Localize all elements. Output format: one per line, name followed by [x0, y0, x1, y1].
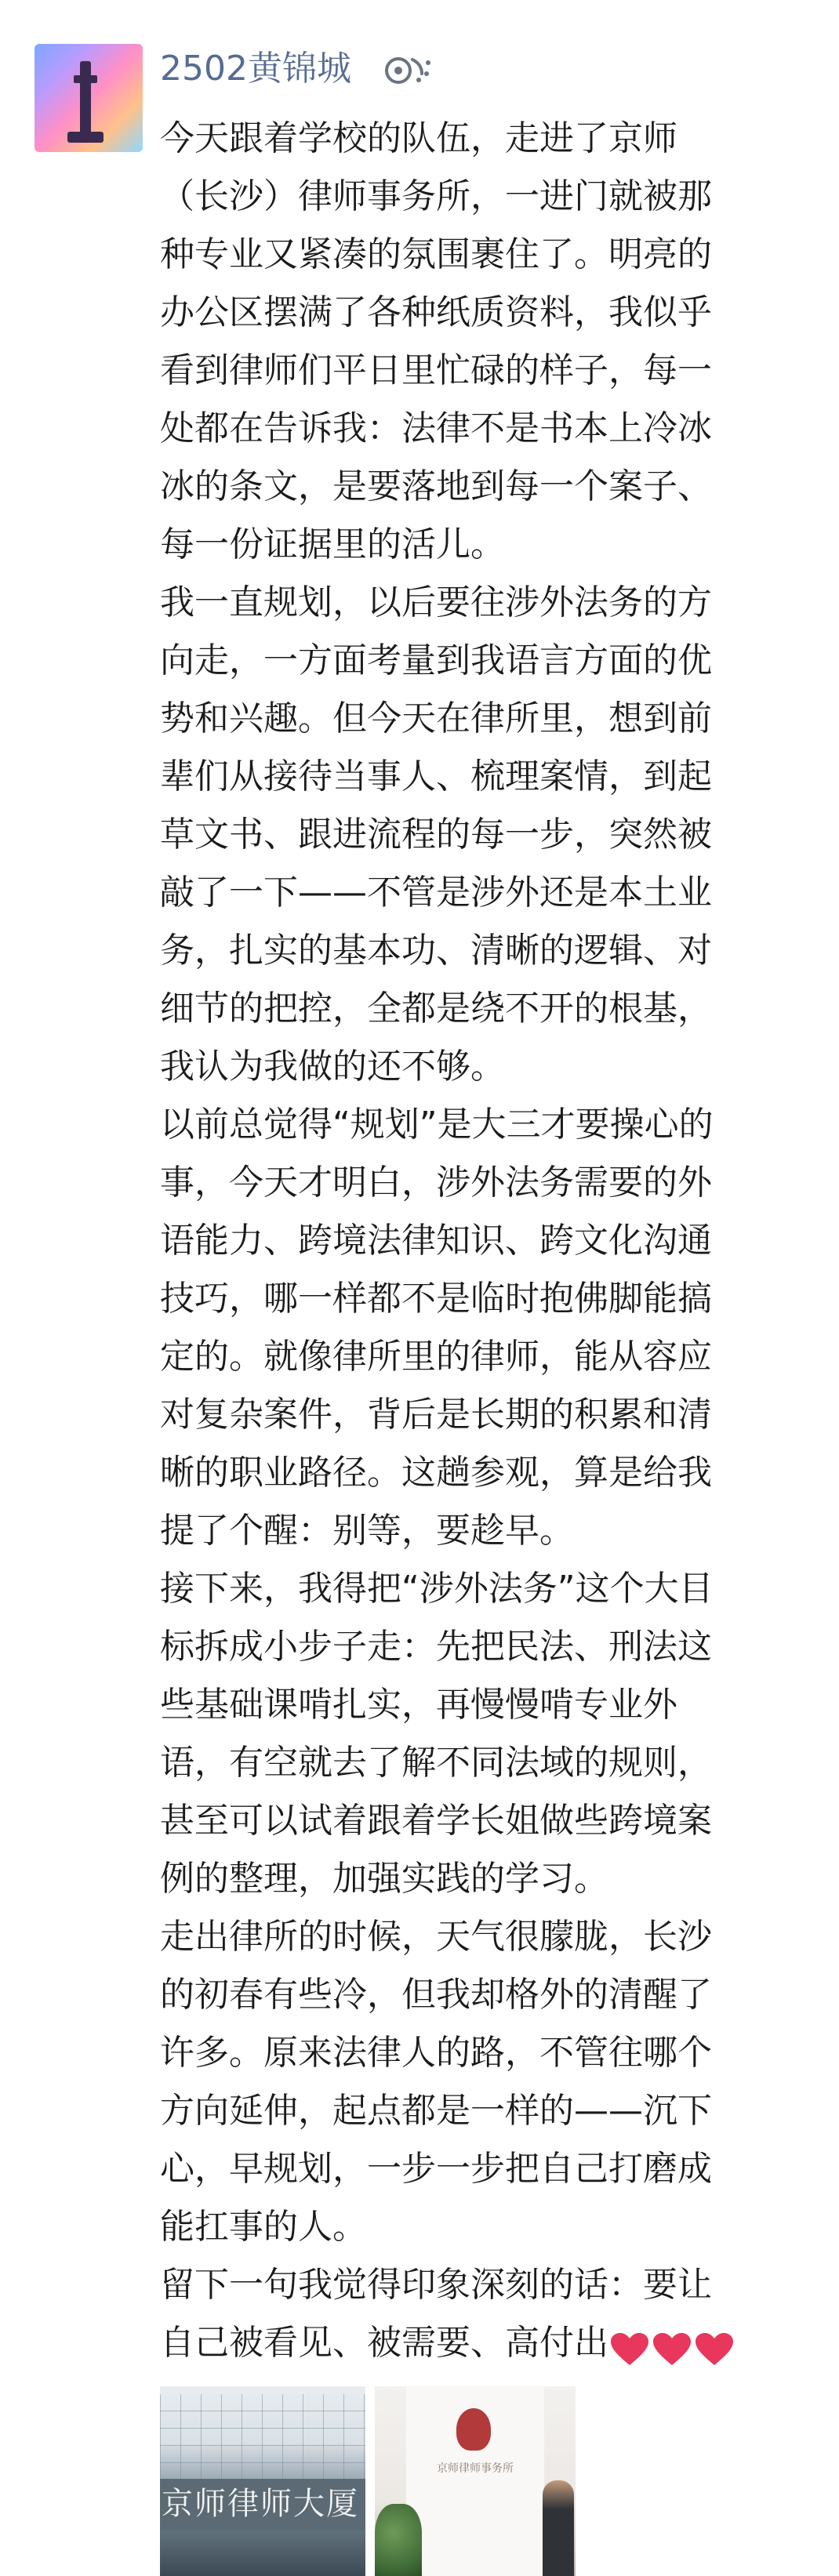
post-text-line: 看到律师们平日里忙碌的样子，每一	[160, 350, 712, 390]
post-text-line: 技巧，哪一样都不是临时抱佛脚能搞	[160, 1279, 712, 1319]
post-text-line: 对复杂案件，背后是长期的积累和清	[160, 1395, 712, 1435]
firm-logo-icon	[456, 2408, 491, 2451]
tower-silhouette	[80, 61, 91, 140]
post-text-line: （长沙）律师事务所，一进门就被那	[160, 176, 712, 216]
post-text-line: 提了个醒：别等，要趁早。	[160, 1511, 574, 1551]
post-paragraph	[160, 2256, 826, 2372]
post-text-line: 例的整理，加强实践的学习。	[160, 1859, 608, 1899]
lobby-person	[543, 2480, 574, 2576]
post-text	[160, 110, 826, 2372]
post-text-line: 今天跟着学校的队伍，走进了京师	[160, 118, 677, 158]
post-text-line: 草文书、跟进流程的每一步，突然被	[160, 815, 712, 854]
post-text-line: 我认为我做的还不够。	[160, 1047, 505, 1087]
post-paragraph	[160, 1096, 826, 1560]
post-text-line: 些基础课啃扎实，再慢慢啃专业外	[160, 1685, 677, 1725]
post-text-line: 语，有空就去了解不同法域的规则，	[160, 1743, 712, 1783]
post-text-line: 向走，一方面考量到我语言方面的优	[160, 640, 712, 680]
post-paragraph	[160, 110, 826, 574]
post-text-line: 晰的职业路径。这趟参观，算是给我	[160, 1453, 712, 1493]
post-text-line: 标拆成小步子走：先把民法、刑法这	[160, 1627, 712, 1667]
red-heart-icon	[651, 2331, 693, 2368]
post-text-line: 我一直规划，以后要往涉外法务的方	[160, 582, 712, 622]
post-text-line: 自己被看见、被需要、高付出	[160, 2314, 826, 2372]
post-paragraph	[160, 1908, 826, 2256]
post-text-line: 许多。原来法律人的路，不管往哪个	[160, 2033, 712, 2073]
hearts-emoji-group	[608, 2319, 735, 2377]
post-text-line: 能扛事的人。	[160, 2207, 367, 2247]
post-text-line: 留下一句我觉得印象深刻的话：要让	[160, 2265, 712, 2305]
firm-logo-text: 京师律师事务所	[437, 2462, 514, 2475]
building-sign-text: 京师律师大厦	[162, 2486, 359, 2522]
post-text-line: 定的。就像律所里的律师，能从容应	[160, 1337, 712, 1377]
avatar[interactable]	[35, 44, 143, 152]
post-text-line: 走出律所的时候，天气很朦胧，长沙	[160, 1917, 712, 1957]
post-text-line: 心，早规划，一步一步把自己打磨成	[160, 2149, 712, 2189]
post-text-line: 处都在告诉我：法律不是书本上冷冰	[160, 408, 712, 448]
post-text-line: 事，今天才明白，涉外法务需要的外	[160, 1163, 712, 1203]
post-text-line: 办公区摆满了各种纸质资料，我似乎	[160, 292, 712, 332]
username[interactable]: 2502黄锦城	[160, 49, 351, 89]
tower-base	[67, 132, 104, 143]
post-text-line: 语能力、跨境法律知识、跨文化沟通	[160, 1221, 712, 1261]
status-badge-icon[interactable]	[383, 52, 434, 86]
post-text-line: 势和兴趣。但今天在律所里，想到前	[160, 698, 712, 738]
post-text-line: 每一份证据里的活儿。	[160, 524, 505, 564]
post-text-line: 细节的把控，全都是绕不开的根基，	[160, 989, 712, 1029]
photo-law-firm-building[interactable]	[160, 2386, 365, 2576]
post-text-line: 以前总觉得“规划”是大三才要操心的	[160, 1105, 714, 1145]
post-paragraph	[160, 574, 826, 1096]
post-text-line: 的初春有些冷，但我却格外的清醒了	[160, 1975, 712, 2015]
post-text-line: 务，扎实的基本功、清晰的逻辑、对	[160, 931, 712, 971]
post-text-line: 接下来，我得把“涉外法务”这个大目	[160, 1569, 714, 1609]
post-text-line: 敲了一下——不管是涉外还是本土业	[160, 873, 712, 912]
post-text-line: 辈们从接待当事人、梳理案情，到起	[160, 756, 712, 796]
tower-deck	[74, 75, 97, 83]
red-heart-icon	[693, 2331, 735, 2368]
post-text-line: 种专业又紧凑的氛围裹住了。明亮的	[160, 234, 712, 274]
building-windows	[160, 2394, 365, 2480]
post-text-line: 甚至可以试着跟着学长姐做些跨境案	[160, 1801, 712, 1841]
red-heart-icon	[608, 2331, 651, 2368]
lobby-plant	[375, 2504, 422, 2576]
post-paragraph	[160, 1560, 826, 1908]
post-text-line: 方向延伸，起点都是一样的——沉下	[160, 2091, 712, 2131]
photo-law-firm-lobby[interactable]	[375, 2386, 576, 2576]
post-text-line: 冰的条文，是要落地到每一个案子、	[160, 466, 712, 506]
